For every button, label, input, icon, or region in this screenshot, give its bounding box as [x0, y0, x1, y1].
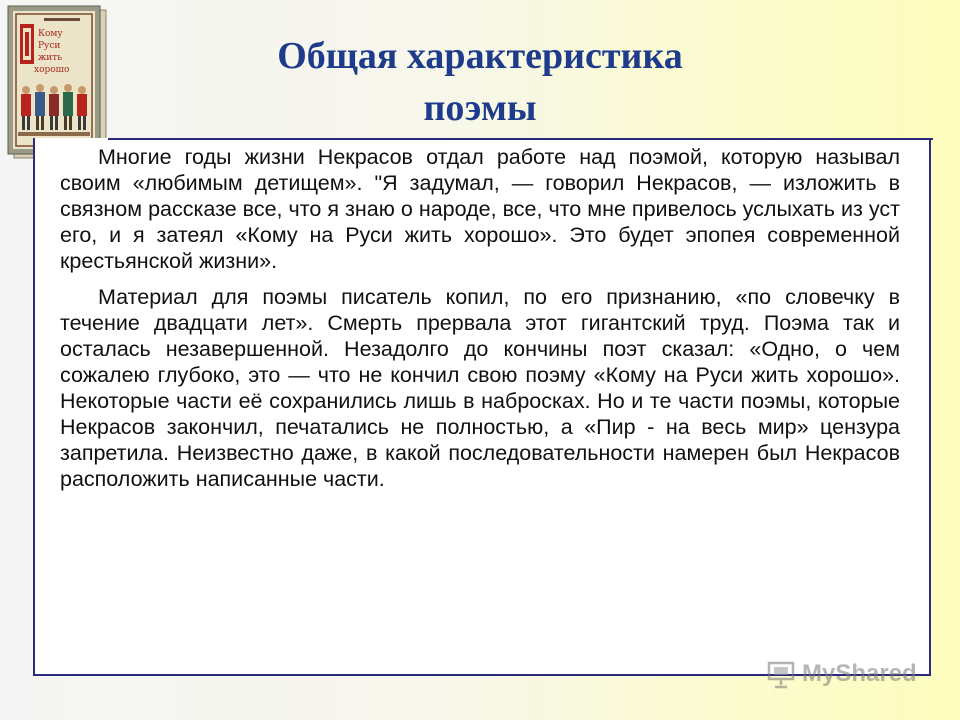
svg-text:Кому: Кому [38, 29, 63, 39]
slide-title-line1: Общая характеристика [277, 35, 683, 77]
svg-text:жить: жить [38, 53, 63, 63]
body-text [60, 144, 900, 502]
book-cover-illustration [4, 4, 108, 160]
watermark-text: MyShared [802, 660, 917, 687]
slide-title [150, 30, 810, 134]
watermark [766, 652, 926, 696]
presentation-icon [766, 659, 796, 689]
svg-text:хорошо: хорошо [34, 65, 70, 75]
paragraph-2: Материал для поэмы писатель копил, по его признанию, «по словечку в течение двадцати лет». Смерть прервала этот гигантский труд. Поэма так и осталась незавершенной. Незадолго до кончины поэт сказал: «Одно, о чем сожалею глубоко, это — что не кончил свою поэму «Кому на Руси жить хорошо». Некоторые части её сохранились лишь в набросках. Но и те части поэмы, которые Некрасов закончил, печатались не полностью, а «Пир - на весь мир» цензура запретила. Неизвестно даже, в какой последовательности намерен был Некрасов расположить написанные части. [60, 285, 900, 491]
slide-title-line2: поэмы [423, 87, 537, 129]
svg-text:Руси: Руси [38, 41, 61, 51]
content-box-top-border [108, 138, 933, 140]
paragraph-1: Многие годы жизни Некрасов отдал работе над поэмой, которую называл своим «любимым детищем». "Я задумал, — говорил Некрасов, — изложить в связном рассказе все, что я знаю о народе, все, что мне привелось услыхать из уст его, и я затеял «Кому на Руси жить хорошо». Это будет эпопея современной крестьянской жизни». [60, 145, 900, 273]
